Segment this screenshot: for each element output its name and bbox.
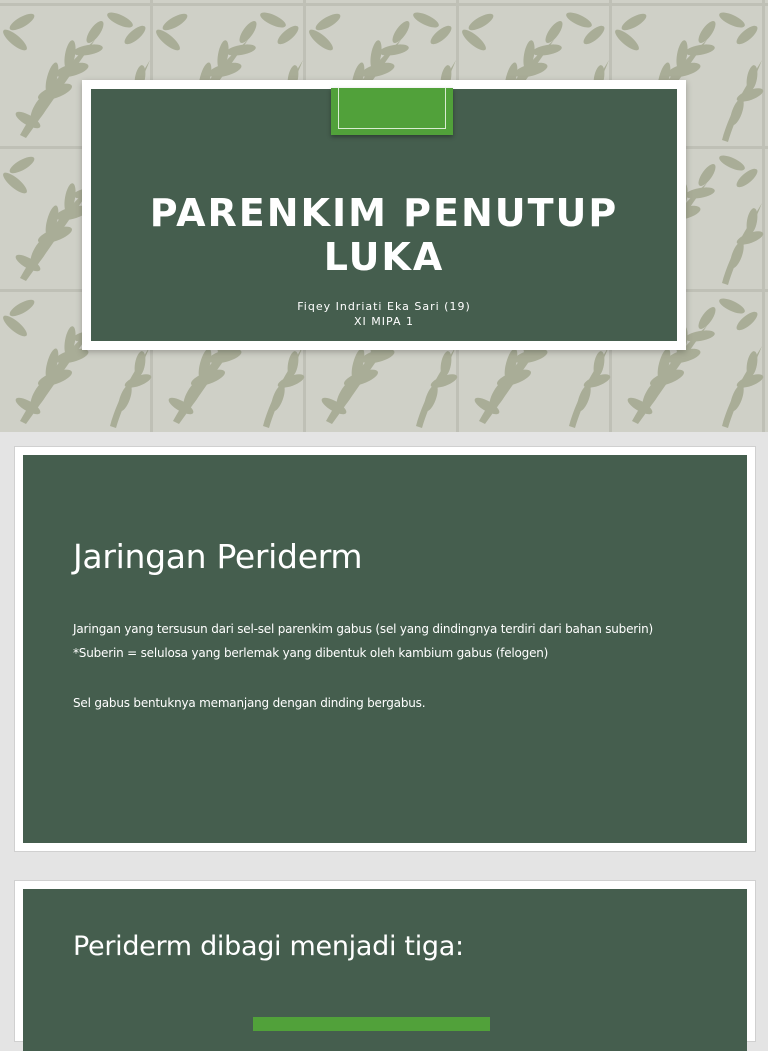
class-line: XI MIPA 1 [354,315,414,328]
slide-panel [23,455,747,843]
title-slide [0,0,768,432]
accent-bar [253,1017,490,1031]
slide-panel [23,889,747,1051]
title-panel [91,89,677,341]
body-text-line: *Suberin = selulosa yang berlemak yang dibentuk oleh kambium gabus (felogen) [73,646,549,660]
accent-tab [331,88,453,135]
slide-heading: Jaringan Periderm [73,537,363,576]
body-text-line: Sel gabus bentuknya memanjang dengan dinding bergabus. [73,696,426,710]
slide-jaringan-periderm [14,446,756,852]
body-text-line: Jaringan yang tersusun dari sel-sel parenkim gabus (sel yang dindingnya terdiri dari bahan suberin) [73,622,654,636]
slide-periderm-dibagi [14,880,756,1042]
title-card [82,80,686,350]
slide-title: PARENKIM PENUTUP LUKA [149,191,619,279]
slide-subtitle [91,299,677,329]
slide-heading: Periderm dibagi menjadi tiga: [73,931,464,962]
author-line: Fiqey Indriati Eka Sari (19) [297,300,471,313]
